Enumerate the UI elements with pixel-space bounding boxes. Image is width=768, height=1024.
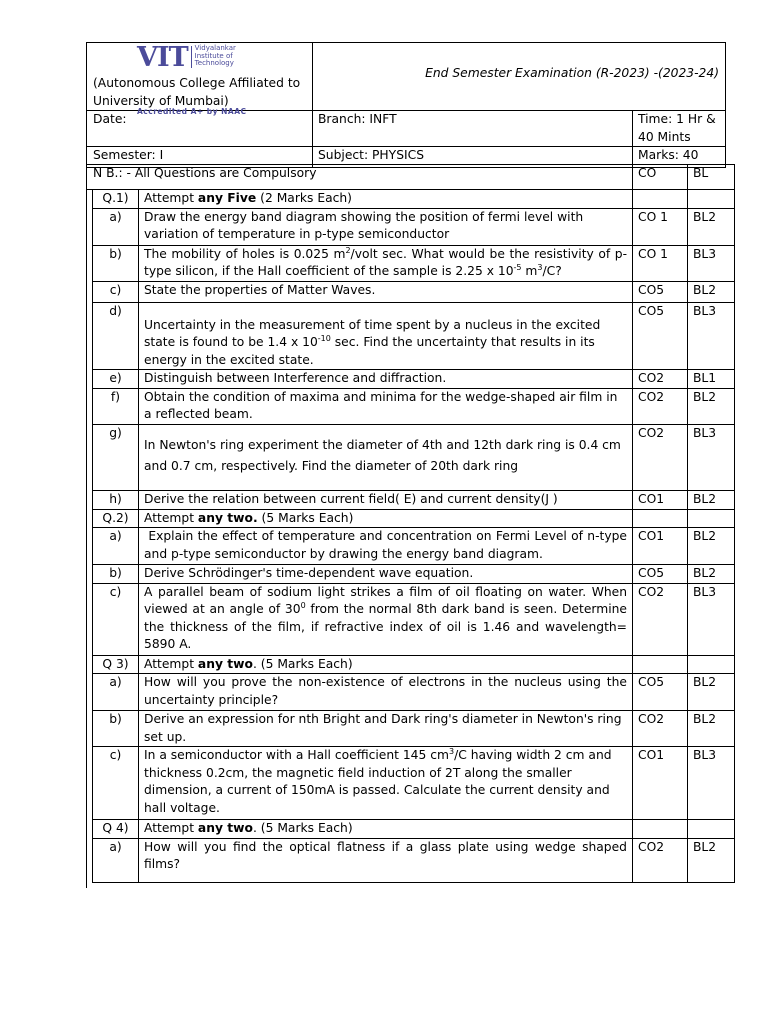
bl-value: BL2 — [688, 388, 735, 424]
nb-row-table — [86, 164, 735, 190]
subquestion-label: a) — [93, 208, 139, 245]
question-instruction: Attempt any Five (2 Marks Each) — [139, 190, 633, 209]
question-header-row — [93, 820, 735, 839]
logo-accreditation: Accredited A+ by NAAC — [137, 107, 247, 116]
subquestion-label: h) — [93, 490, 139, 509]
bl-value: BL2 — [688, 565, 735, 584]
co-value: CO2 — [633, 424, 688, 490]
question-instruction: Attempt any two. (5 Marks Each) — [139, 655, 633, 674]
question-instruction: Attempt any two. (5 Marks Each) — [139, 509, 633, 528]
subquestion-row — [93, 674, 735, 711]
subquestion-text: Obtain the condition of maxima and minima for the wedge-shaped air film in a reflected beam. — [139, 388, 633, 424]
bl-value: BL2 — [688, 490, 735, 509]
logo-line-2: Institute of — [194, 51, 233, 60]
subquestion-row — [93, 302, 735, 370]
subquestion-text: How will you prove the non-existence of electrons in the nucleus using the uncertainty principle? — [139, 674, 633, 711]
subquestion-row — [93, 528, 735, 565]
question-number: Q 3) — [93, 655, 139, 674]
co-value: CO 1 — [633, 208, 688, 245]
questions-table — [92, 189, 735, 883]
subquestion-text: Distinguish between Interference and diffraction. — [139, 370, 633, 389]
co-value: CO 1 — [633, 245, 688, 281]
bl-value: BL3 — [688, 245, 735, 281]
subquestion-row — [93, 838, 735, 882]
co-value: CO1 — [633, 747, 688, 820]
co-value: CO2 — [633, 583, 688, 655]
co-value: CO2 — [633, 388, 688, 424]
bl-column-header: BL — [688, 165, 735, 190]
subquestion-row — [93, 424, 735, 490]
co-value: CO1 — [633, 490, 688, 509]
subquestion-text: How will you find the optical flatness if a glass plate using wedge shaped films? — [139, 838, 633, 882]
subquestion-text: Derive Schrödinger's time-dependent wave equation. — [139, 565, 633, 584]
subquestion-row — [93, 208, 735, 245]
bl-value: BL2 — [688, 674, 735, 711]
subquestion-label: c) — [93, 583, 139, 655]
college-cell — [87, 42, 313, 116]
subquestion-text: Derive the relation between current field( E) and current density(J ) — [139, 490, 633, 509]
bl-value: BL3 — [688, 583, 735, 655]
subquestion-label: b) — [93, 245, 139, 281]
branch-field: Branch: INFT — [313, 111, 633, 147]
subquestion-row — [93, 583, 735, 655]
semester-field: Semester: I — [87, 147, 313, 168]
logo-text — [195, 45, 236, 68]
subquestion-row — [93, 711, 735, 747]
co-value: CO5 — [633, 565, 688, 584]
subquestion-row — [93, 245, 735, 281]
subquestion-text: Derive an expression for nth Bright and Dark ring's diameter in Newton's ring set up. — [139, 711, 633, 747]
logo-divider — [191, 46, 192, 68]
subquestion-label: a) — [93, 528, 139, 565]
bl-value: BL2 — [688, 281, 735, 302]
question-header-row — [93, 509, 735, 528]
logo-line-3: Technology — [194, 59, 234, 67]
subquestion-row — [93, 388, 735, 424]
bl-value: BL2 — [688, 528, 735, 565]
subquestion-row — [93, 747, 735, 820]
co-value: CO5 — [633, 281, 688, 302]
subquestion-row — [93, 490, 735, 509]
subquestion-label: a) — [93, 674, 139, 711]
co-value: CO5 — [633, 302, 688, 370]
bl-value: BL2 — [688, 838, 735, 882]
subquestion-row — [93, 370, 735, 389]
subquestion-label: g) — [93, 424, 139, 490]
subquestion-text: The mobility of holes is 0.025 $m^2$/volt sec. What would be the resistivity of p-type silicon, if the Hall coefficient of the sample is 2.25 x $10^{-5}$ $m^3/C$? — [139, 245, 633, 281]
subquestion-label: e) — [93, 370, 139, 389]
subquestion-label: d) — [93, 302, 139, 370]
co-value: CO2 — [633, 370, 688, 389]
subquestion-label: b) — [93, 565, 139, 584]
marks-field: Marks: 40 — [633, 147, 726, 168]
nb-note: N B.: - All Questions are Compulsory — [87, 165, 633, 190]
question-number: Q.1) — [93, 190, 139, 209]
subquestion-text: Draw the energy band diagram showing the position of fermi level with variation of temperature in p-type semiconductor — [139, 208, 633, 245]
logo-mark: VIT — [137, 42, 188, 73]
exam-title: End Semester Examination (R-2023) -(2023-24) — [313, 43, 726, 111]
co-value: CO2 — [633, 838, 688, 882]
co-value: CO1 — [633, 528, 688, 565]
time-field: Time: 1 Hr & 40 Mints — [633, 111, 726, 147]
co-column-header: CO — [633, 165, 688, 190]
date-field: Date: — [87, 111, 313, 147]
bl-value: BL1 — [688, 370, 735, 389]
bl-value: BL2 — [688, 711, 735, 747]
question-header-row — [93, 190, 735, 209]
question-instruction: Attempt any two. (5 Marks Each) — [139, 820, 633, 839]
subquestion-label: c) — [93, 747, 139, 820]
subquestion-text: Explain the effect of temperature and concentration on Fermi Level of n-type and p-type semiconductor by drawing the energy band diagram. — [139, 528, 633, 565]
subquestion-text: A parallel beam of sodium light strikes a film of oil floating on water. When viewed at an angle of $30^0$ from the normal 8th dark band is seen. Determine the thickness of the film, if refractive index of oil is 1.46 and wavelength= 5890 A. — [139, 583, 633, 655]
bl-value: BL2 — [688, 208, 735, 245]
college-logo — [137, 43, 307, 75]
subquestion-label: a) — [93, 838, 139, 882]
bl-value: BL3 — [688, 424, 735, 490]
table-left-rule — [86, 189, 87, 888]
subquestion-row — [93, 281, 735, 302]
question-number: Q.2) — [93, 509, 139, 528]
question-header-row — [93, 655, 735, 674]
subject-field: Subject: PHYSICS — [313, 147, 633, 168]
subquestion-text: In a semiconductor with a Hall coefficient 145 $cm^3/C$ having width 2 cm and thickness 0.2cm, the magnetic field induction of 2T along the smaller dimension, a current of 150mA is passed. Calculate the current density and hall voltage. — [139, 747, 633, 820]
subquestion-label: f) — [93, 388, 139, 424]
subquestion-label: b) — [93, 711, 139, 747]
subquestion-text: State the properties of Matter Waves. — [139, 281, 633, 302]
subquestion-label: c) — [93, 281, 139, 302]
subquestion-row — [93, 565, 735, 584]
subquestion-text: In Newton's ring experiment the diameter of 4th and 12th dark ring is 0.4 cm and 0.7 cm, respectively. Find the diameter of 20th dark ring — [139, 424, 633, 490]
co-value: CO5 — [633, 674, 688, 711]
bl-value: BL3 — [688, 302, 735, 370]
logo-line-1: Vidyalankar — [194, 44, 236, 52]
co-value: CO2 — [633, 711, 688, 747]
bl-value: BL3 — [688, 747, 735, 820]
college-note: (Autonomous College Affiliated to University of Mumbai) — [93, 76, 301, 108]
question-number: Q 4) — [93, 820, 139, 839]
subquestion-text: Uncertainty in the measurement of time spent by a nucleus in the excited state is found to be 1.4 x $10^{-10}$ sec. Find the uncertainty that results in its energy in the excited state. — [139, 302, 633, 370]
header-table — [86, 42, 726, 168]
